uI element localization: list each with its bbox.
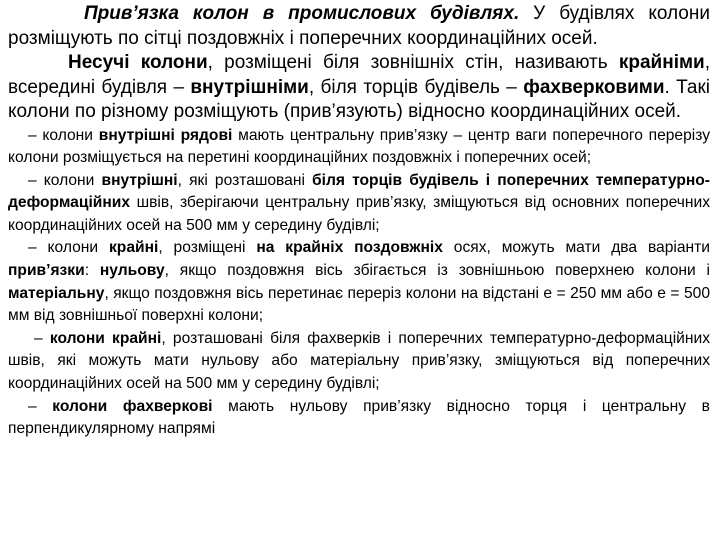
term-edge-longitudinal: на крайніх поздовжніх [256,239,443,257]
list-item-edge-framework [8,328,710,396]
list-item-internal-end [8,170,710,238]
text-span: – колони [28,171,102,189]
text-span: , біля торців будівель – [308,76,524,98]
text-span: , розміщені [158,239,257,257]
term-load-bearing-columns: Несучі колони [68,52,208,73]
text-span: – [34,329,50,347]
text-span: осях, можуть мати два варіанти [442,239,711,257]
text-span: , якщо поздовжня вісь перетинає переріз колони на відстані е = 250 мм або е = 500 мм від зовнішньої поверхні колони; [8,284,710,325]
text-span: мають нульову прив’язку відносно торця і центральну в перпендикулярному напрямі [8,397,710,438]
text-span: мають центральну прив’язку – центр ваги поперечного перерізу колони розміщується на перетині координаційних поздовжніх і поперечних осей; [8,126,710,167]
term-internal: внутрішні [101,171,178,189]
term-zero: нульову [99,262,165,280]
text-span: швів, зберігаючи центральну прив’язку, зміщуються від основних поперечних координаційних осей на 500 мм у середину будівлі; [8,194,710,234]
term-framework-columns: колони фахверкові [52,397,213,415]
text-span: , розташовані біля фахверків і поперечних температурно-деформаційних швів, які можуть мати нульову або матеріальну прив’язку, зміщуються від поперечних координаційних осей на 500 мм у середину будівлі; [8,329,710,393]
paragraph-column-types [8,51,710,125]
term-edge: крайні [109,239,159,257]
term-binding: прив’язки [8,262,85,280]
text-span: , якщо поздовжня вісь збігається із зовнішньою поверхнею колони і [164,262,710,280]
text-span: , розміщені біля зовнішніх стін, називають [207,52,619,73]
term-framework: фахверковими [523,76,665,98]
text-span: – [28,397,53,415]
text-span: – колони [28,126,99,144]
term-near-ends: біля торців будівель і поперечних температурно-деформаційних [8,171,710,212]
intro-text: У будівлях колони розміщують по сітці поздовжніх і поперечних координаційних осей. [8,3,710,49]
term-internal-row: внутрішні рядові [98,126,233,144]
text-span: : [84,262,100,280]
term-internal: внутрішніми [190,76,309,98]
text-span: – колони [28,239,109,257]
list-item-internal-row [8,125,710,170]
text-span: . Такі колони по різному розміщують (прив’язують) відносно координаційних осей. [8,76,711,122]
text-span: , всередині будівля – [8,52,711,98]
section-heading: Прив’язка колон в промислових будівлях. [84,3,520,24]
text-span: , які розташовані [177,171,313,189]
term-edge: крайніми [618,52,705,73]
paragraph-intro [8,2,710,51]
term-material: матеріальну [8,284,105,302]
list-item-edge-longitudinal [8,237,710,327]
term-edge-columns: колони крайні [49,329,162,347]
list-item-framework [8,396,710,441]
